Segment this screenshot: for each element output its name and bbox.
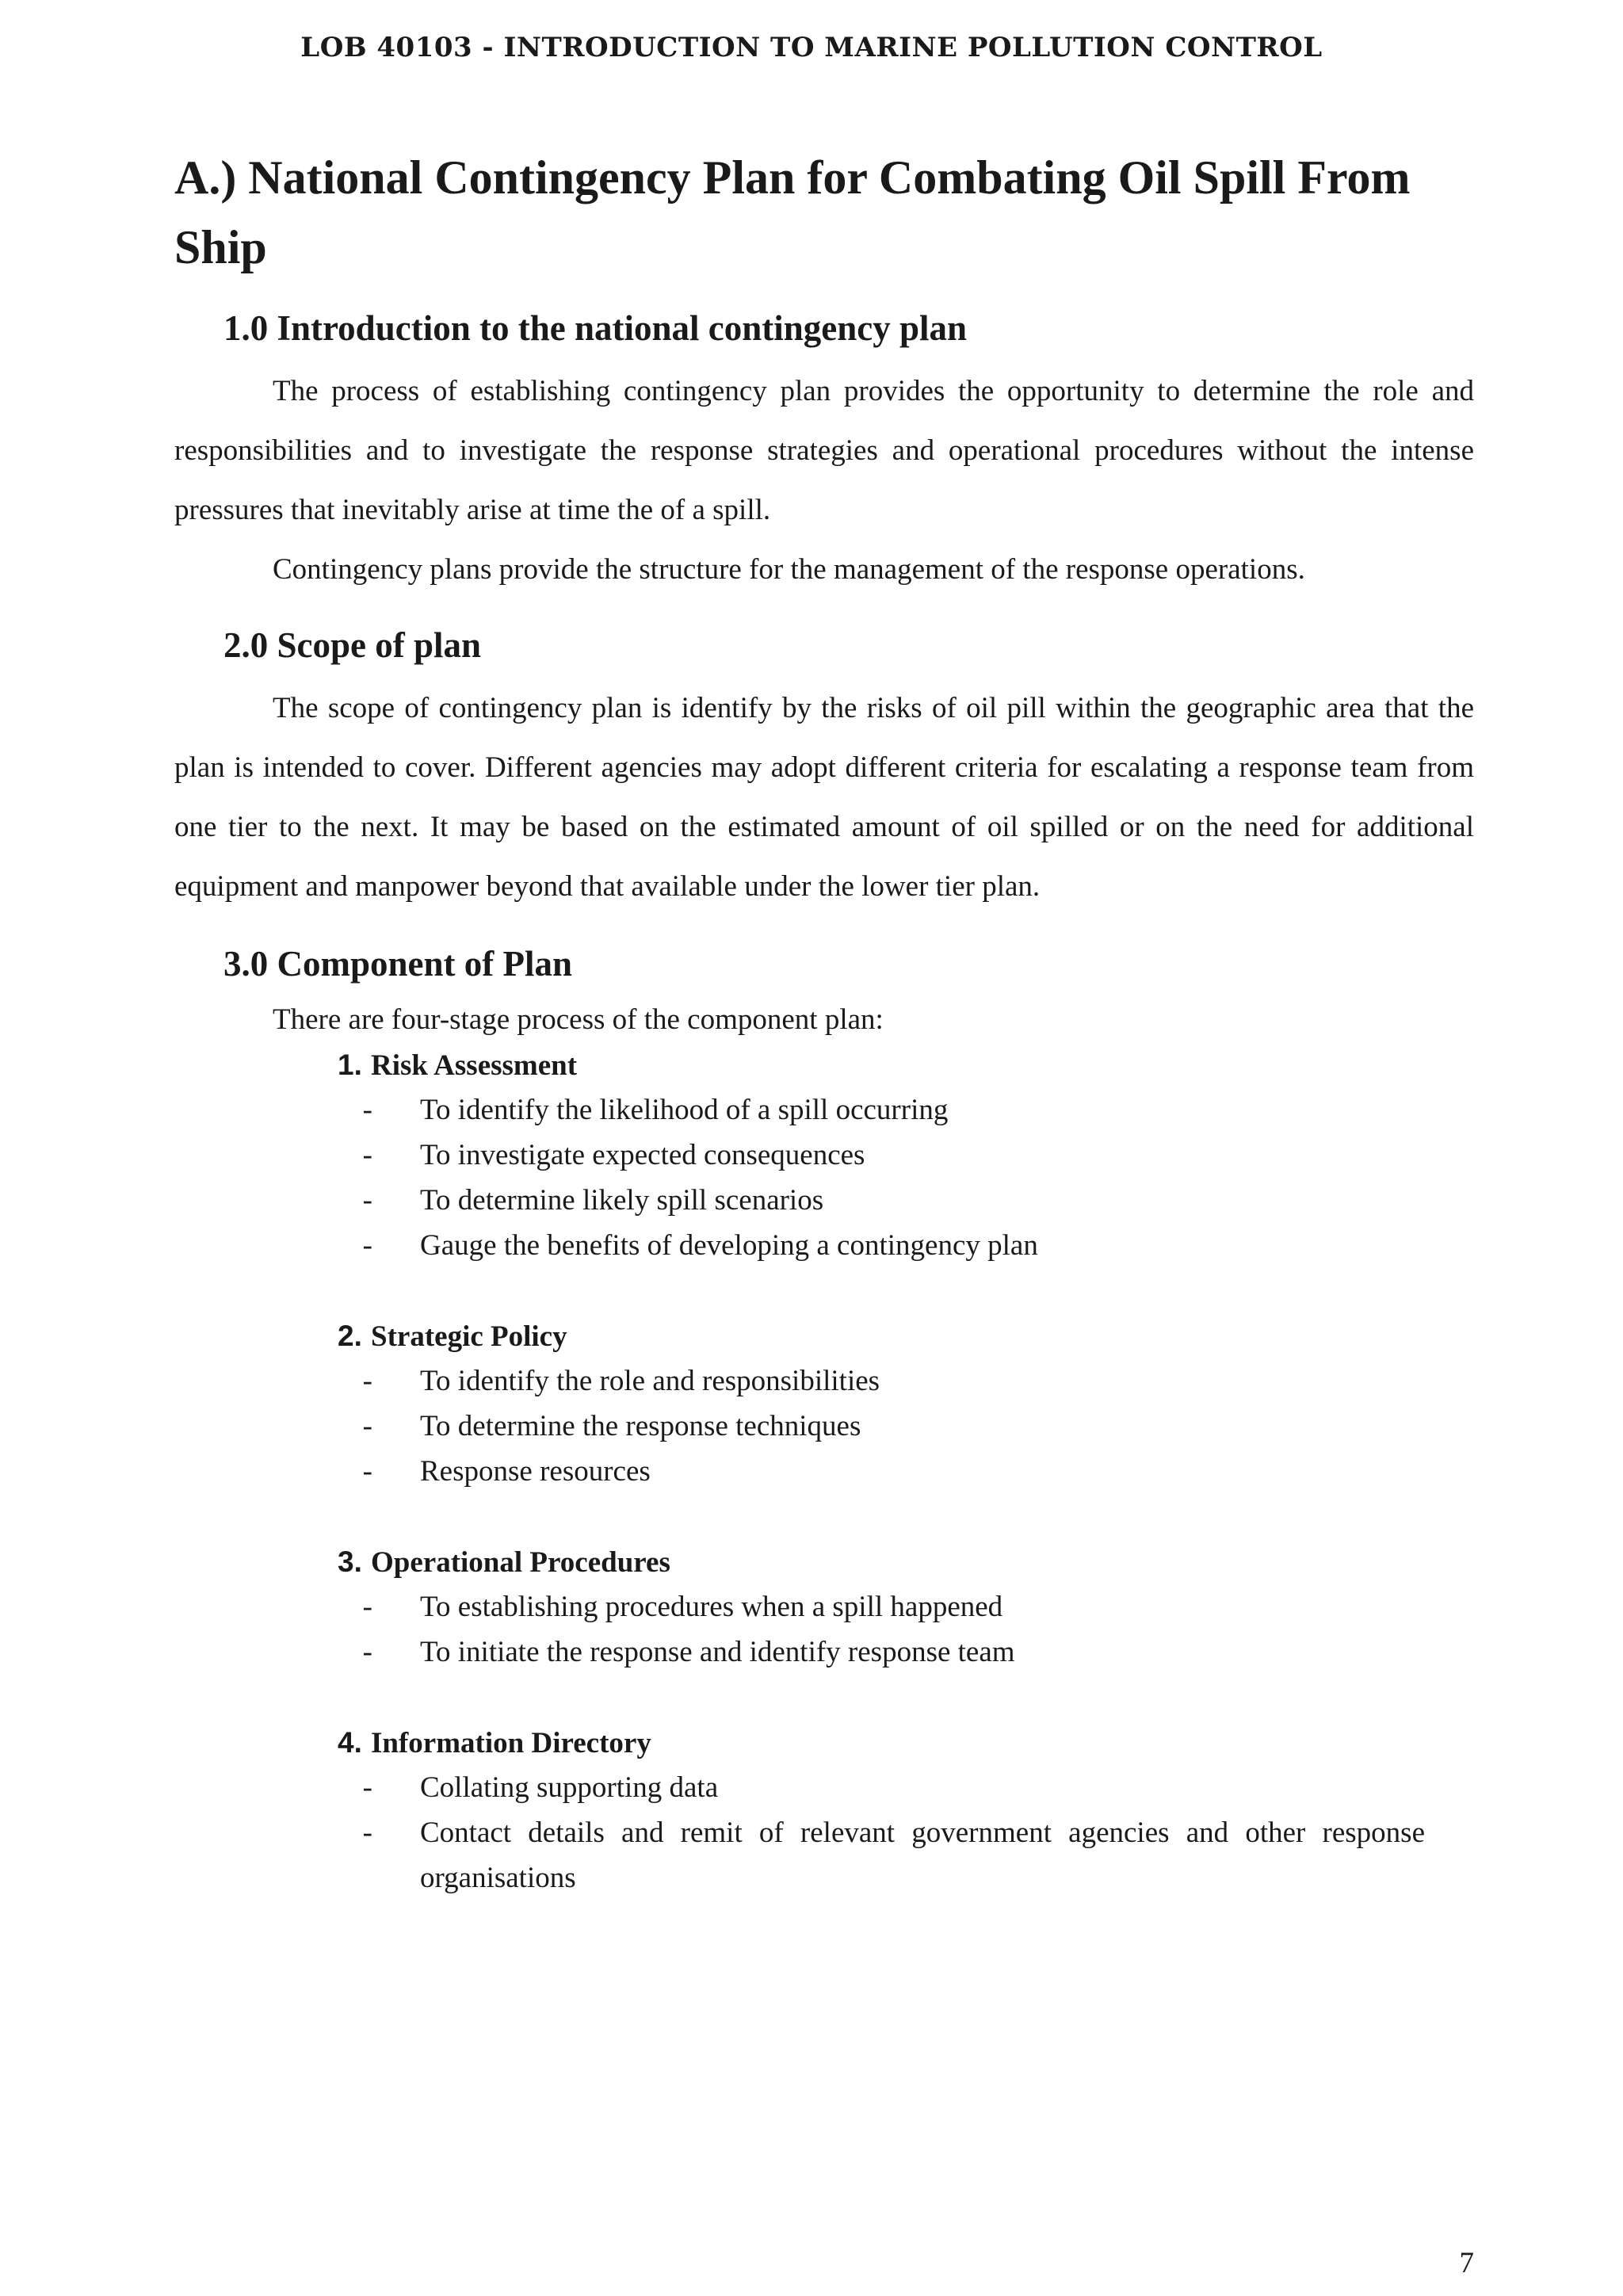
list-item-text: To establishing procedures when a spill happened xyxy=(420,1591,1003,1623)
list-item-text: To identify the role and responsibilities xyxy=(420,1365,880,1397)
section-heading-scope: 2.0 Scope of plan xyxy=(223,625,482,665)
paragraph-scope: The scope of contingency plan is identify by the risks of oil pill within the geographic area that the plan is intended to cover. Different agencies may adopt different criteria for escalating a response team from one tier to the next. It may be based on the estimated amount of oil spilled or on the need for additional equipment and manpower beyond that available under the lower tier plan. xyxy=(174,692,1474,903)
list-item xyxy=(322,1449,1474,1494)
list-item xyxy=(322,1358,1474,1404)
stage-number: 4. xyxy=(338,1726,362,1759)
stage-operational-procedures xyxy=(322,1539,1474,1675)
list-item xyxy=(322,1404,1474,1449)
list-item-text: To identify the likelihood of a spill occurring xyxy=(420,1094,949,1126)
bullet-list xyxy=(322,1584,1474,1675)
list-item xyxy=(322,1223,1474,1268)
stage-strategic-policy xyxy=(322,1313,1474,1494)
stage-label: Operational Procedures xyxy=(371,1546,670,1579)
stage-label: Information Directory xyxy=(371,1727,651,1759)
bullet-list xyxy=(322,1358,1474,1494)
list-item xyxy=(322,1765,1474,1810)
dash-bullet: - xyxy=(362,1455,372,1488)
list-item-text: To determine likely spill scenarios xyxy=(420,1184,824,1217)
stage-risk-assessment xyxy=(322,1042,1474,1268)
paragraph-introduction-1: The process of establishing contingency plan provides the opportunity to determine the role and responsibilities and to investigate the response strategies and operational procedures without the intense pressures that inevitably arise at time the of a spill. xyxy=(174,375,1474,526)
paragraph-component-intro: There are four-stage process of the component plan: xyxy=(273,1003,884,1036)
list-item-text: Gauge the benefits of developing a contingency plan xyxy=(420,1229,1038,1262)
stage-information-directory xyxy=(322,1720,1474,1901)
dash-bullet: - xyxy=(362,1591,372,1623)
dash-bullet: - xyxy=(362,1636,372,1668)
stage-title xyxy=(322,1042,1474,1087)
dash-bullet: - xyxy=(362,1410,372,1442)
stage-label: Risk Assessment xyxy=(371,1049,578,1082)
dash-bullet: - xyxy=(362,1229,372,1262)
dash-bullet: - xyxy=(362,1094,372,1126)
list-item-text: To investigate expected consequences xyxy=(420,1139,865,1171)
list-item xyxy=(322,1087,1474,1133)
list-item xyxy=(322,1810,1474,1901)
bullet-list xyxy=(322,1087,1474,1268)
stage-number: 1. xyxy=(338,1049,362,1081)
dash-bullet: - xyxy=(362,1771,372,1804)
dash-bullet: - xyxy=(362,1184,372,1217)
stage-title xyxy=(322,1313,1474,1358)
list-item-text: Contact details and remit of relevant government agencies and other response organisations xyxy=(420,1817,1425,1894)
stage-title xyxy=(322,1720,1474,1765)
list-item-text: Response resources xyxy=(420,1455,651,1488)
stage-label: Strategic Policy xyxy=(371,1320,567,1353)
section-heading-introduction: 1.0 Introduction to the national contingency plan xyxy=(223,308,968,348)
list-item-text: Collating supporting data xyxy=(420,1771,719,1804)
page-number: 7 xyxy=(1459,2247,1474,2279)
list-item xyxy=(322,1584,1474,1629)
list-item xyxy=(322,1133,1474,1178)
stage-number: 3. xyxy=(338,1545,362,1578)
list-item xyxy=(322,1178,1474,1223)
stage-title xyxy=(322,1539,1474,1584)
dash-bullet: - xyxy=(362,1365,372,1397)
dash-bullet: - xyxy=(362,1817,372,1849)
section-heading-component: 3.0 Component of Plan xyxy=(223,944,573,984)
list-item-text: To determine the response techniques xyxy=(420,1410,861,1442)
list-item-text: To initiate the response and identify response team xyxy=(420,1636,1015,1668)
paragraph-introduction-2: Contingency plans provide the structure for the management of the response operations. xyxy=(273,553,1305,586)
stage-number: 2. xyxy=(338,1320,362,1352)
bullet-list xyxy=(322,1765,1474,1901)
list-item xyxy=(322,1629,1474,1675)
page-content xyxy=(174,143,1474,1901)
dash-bullet: - xyxy=(362,1139,372,1171)
page-title: A.) National Contingency Plan for Combating Oil Spill From Ship xyxy=(174,151,1411,273)
running-header: LOB 40103 - INTRODUCTION TO MARINE POLLUTION CONTROL xyxy=(300,32,1323,63)
